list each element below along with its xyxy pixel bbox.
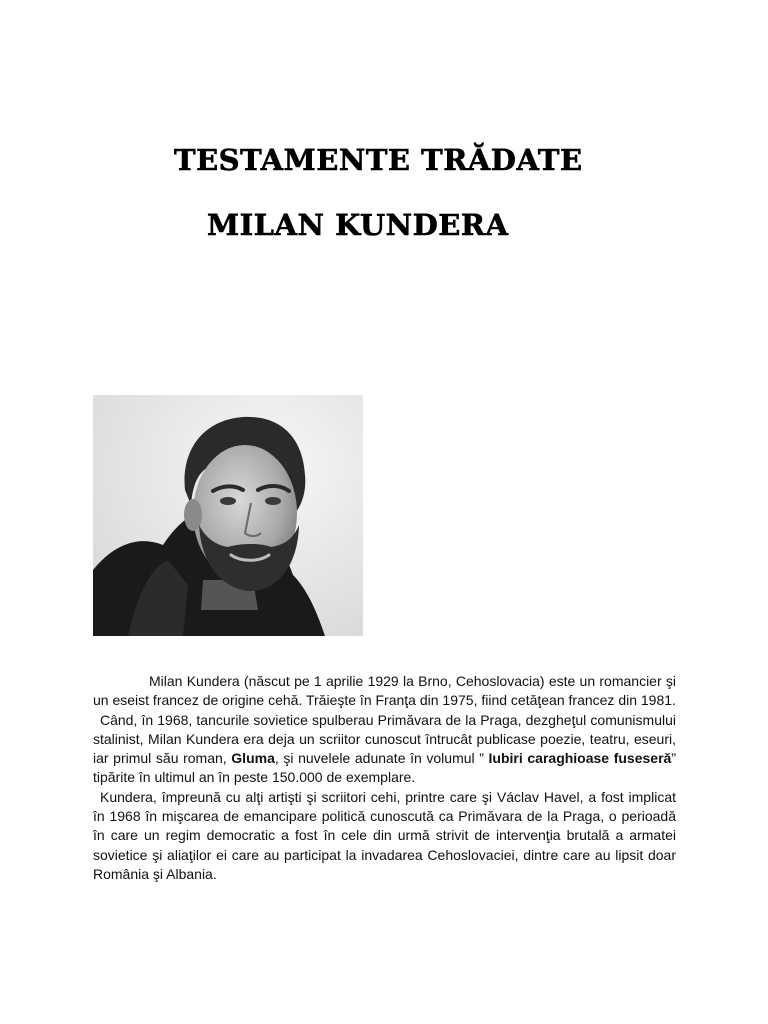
paragraph-text: , şi nuvelele adunate în volumul ” <box>274 750 489 767</box>
paragraph <box>93 672 676 711</box>
paragraph-text: Când, în 1968, tancurile sovietice spulberau Primăvara de la Praga, dezgheţul comunismului stalinist, Milan Kundera era deja un scriitor cunoscut întrucât publicase poezie, teatru, eseuri, iar primul său roman, <box>93 711 676 767</box>
paragraph <box>93 788 676 884</box>
biography-text <box>93 672 676 884</box>
paragraph-text: ” tipărite în ultimul an în peste 150.000 de exemplare. <box>93 750 676 786</box>
book-title-gluma: Gluma <box>231 750 275 767</box>
paragraph <box>93 711 676 788</box>
paragraph-text: Milan Kundera (născut pe 1 aprilie 1929 la Brno, Cehoslovacia) este un romancier şi un eseist francez de origine cehă. Trăieşte în Franţa din 1975, fiind cetăţean francez din 1981. <box>93 673 676 709</box>
author-photo <box>93 395 363 636</box>
book-title-iubiri-caraghioase: Iubiri caraghioase fuseseră <box>488 750 672 767</box>
author-name: MILAN KUNDERA <box>207 208 509 242</box>
paragraph-text: Kundera, împreună cu alţi artişti şi scriitori cehi, printre care şi Václav Havel, a fost implicat în 1968 în mişcarea de emancipare politică cunoscută ca Primăvara de la Praga, o perioadă în care un regim democratic a fost în cele din urmă strivit de intervenţia brutală a armatei sovietice şi aliaţilor ei care au participat la invadarea Cehoslovaciei, dintre care au lipsit doar România şi Albania. <box>93 788 676 882</box>
document-title: TESTAMENTE TRĂDATE <box>174 143 583 177</box>
